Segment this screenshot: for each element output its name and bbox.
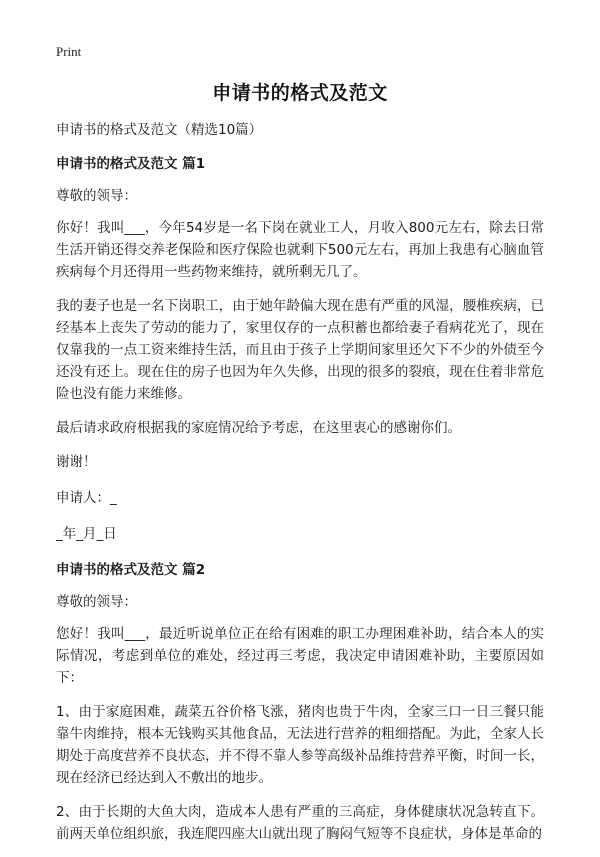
section-heading-2: 申请书的格式及范文 篇2 bbox=[56, 562, 206, 578]
applicant-line: 申请人：_ bbox=[56, 490, 117, 506]
paragraph: 1、由于家庭困难，蔬菜五谷价格飞涨，猪肉也贵于牛肉，全家三口一日三餐只能靠牛肉维持，根本无钱购买其他食品，无法进行营养的粗细搭配。为此，全家人长期处于高度营养不良状态，并不得不靠人参等高级补品维持营养平衡，时间一长，现在经济已经达到入不敷出的地步。 bbox=[56, 704, 544, 786]
paragraph: 您好！我叫___，最近听说单位正在给有困难的职工办理困难补助，结合本人的实际情况，考虑到单位的难处，经过再三考虑，我决定申请困难补助，主要原因如下： bbox=[56, 626, 544, 686]
date-line: _年_月_日 bbox=[56, 526, 117, 542]
print-label: Print bbox=[56, 44, 82, 59]
closing-thanks: 谢谢！ bbox=[56, 454, 97, 470]
paragraph: 你好！我叫___，今年54岁是一名下岗在就业工人，月收入800元左右，除去日常生活开销还得交养老保险和医疗保险也就剩下500元左右，再加上我患有心脑血管疾病每个月还得用一些药物来维持，就所剩无几了。 bbox=[56, 220, 544, 280]
paragraph: 我的妻子也是一名下岗职工，由于她年龄偏大现在患有严重的风湿，腰椎疾病，已经基本上丧失了劳动的能力了，家里仅存的一点积蓄也都给妻子看病花光了，现在仅靠我的一点工资来维持生活，而且由于孩子上学期间家里还欠下不少的外债至今还没有还上。现在住的房子也因为年久失修，出现的很多的裂痕，现在住着非常危险也没有能力来维修。 bbox=[56, 298, 544, 402]
document-body bbox=[56, 119, 544, 857]
document-subtitle: 申请书的格式及范文（精选10篇） bbox=[56, 122, 263, 138]
greeting-1: 尊敬的领导： bbox=[56, 188, 137, 204]
greeting-2: 尊敬的领导： bbox=[56, 594, 137, 610]
section-heading-1: 申请书的格式及范文 篇1 bbox=[56, 156, 206, 172]
paragraph: 最后请求政府根据我的家庭情况给予考虑，在这里衷心的感谢你们。 bbox=[56, 420, 461, 436]
paragraph: 2、由于长期的大鱼大肉，造成本人患有严重的三高症，身体健康状况急转直下。前两天单位组织旅，我连爬四座大山就出现了胸闷气短等不良症状，身体是革命的 bbox=[56, 804, 544, 842]
document-title: 申请书的格式及范文 bbox=[212, 82, 388, 104]
